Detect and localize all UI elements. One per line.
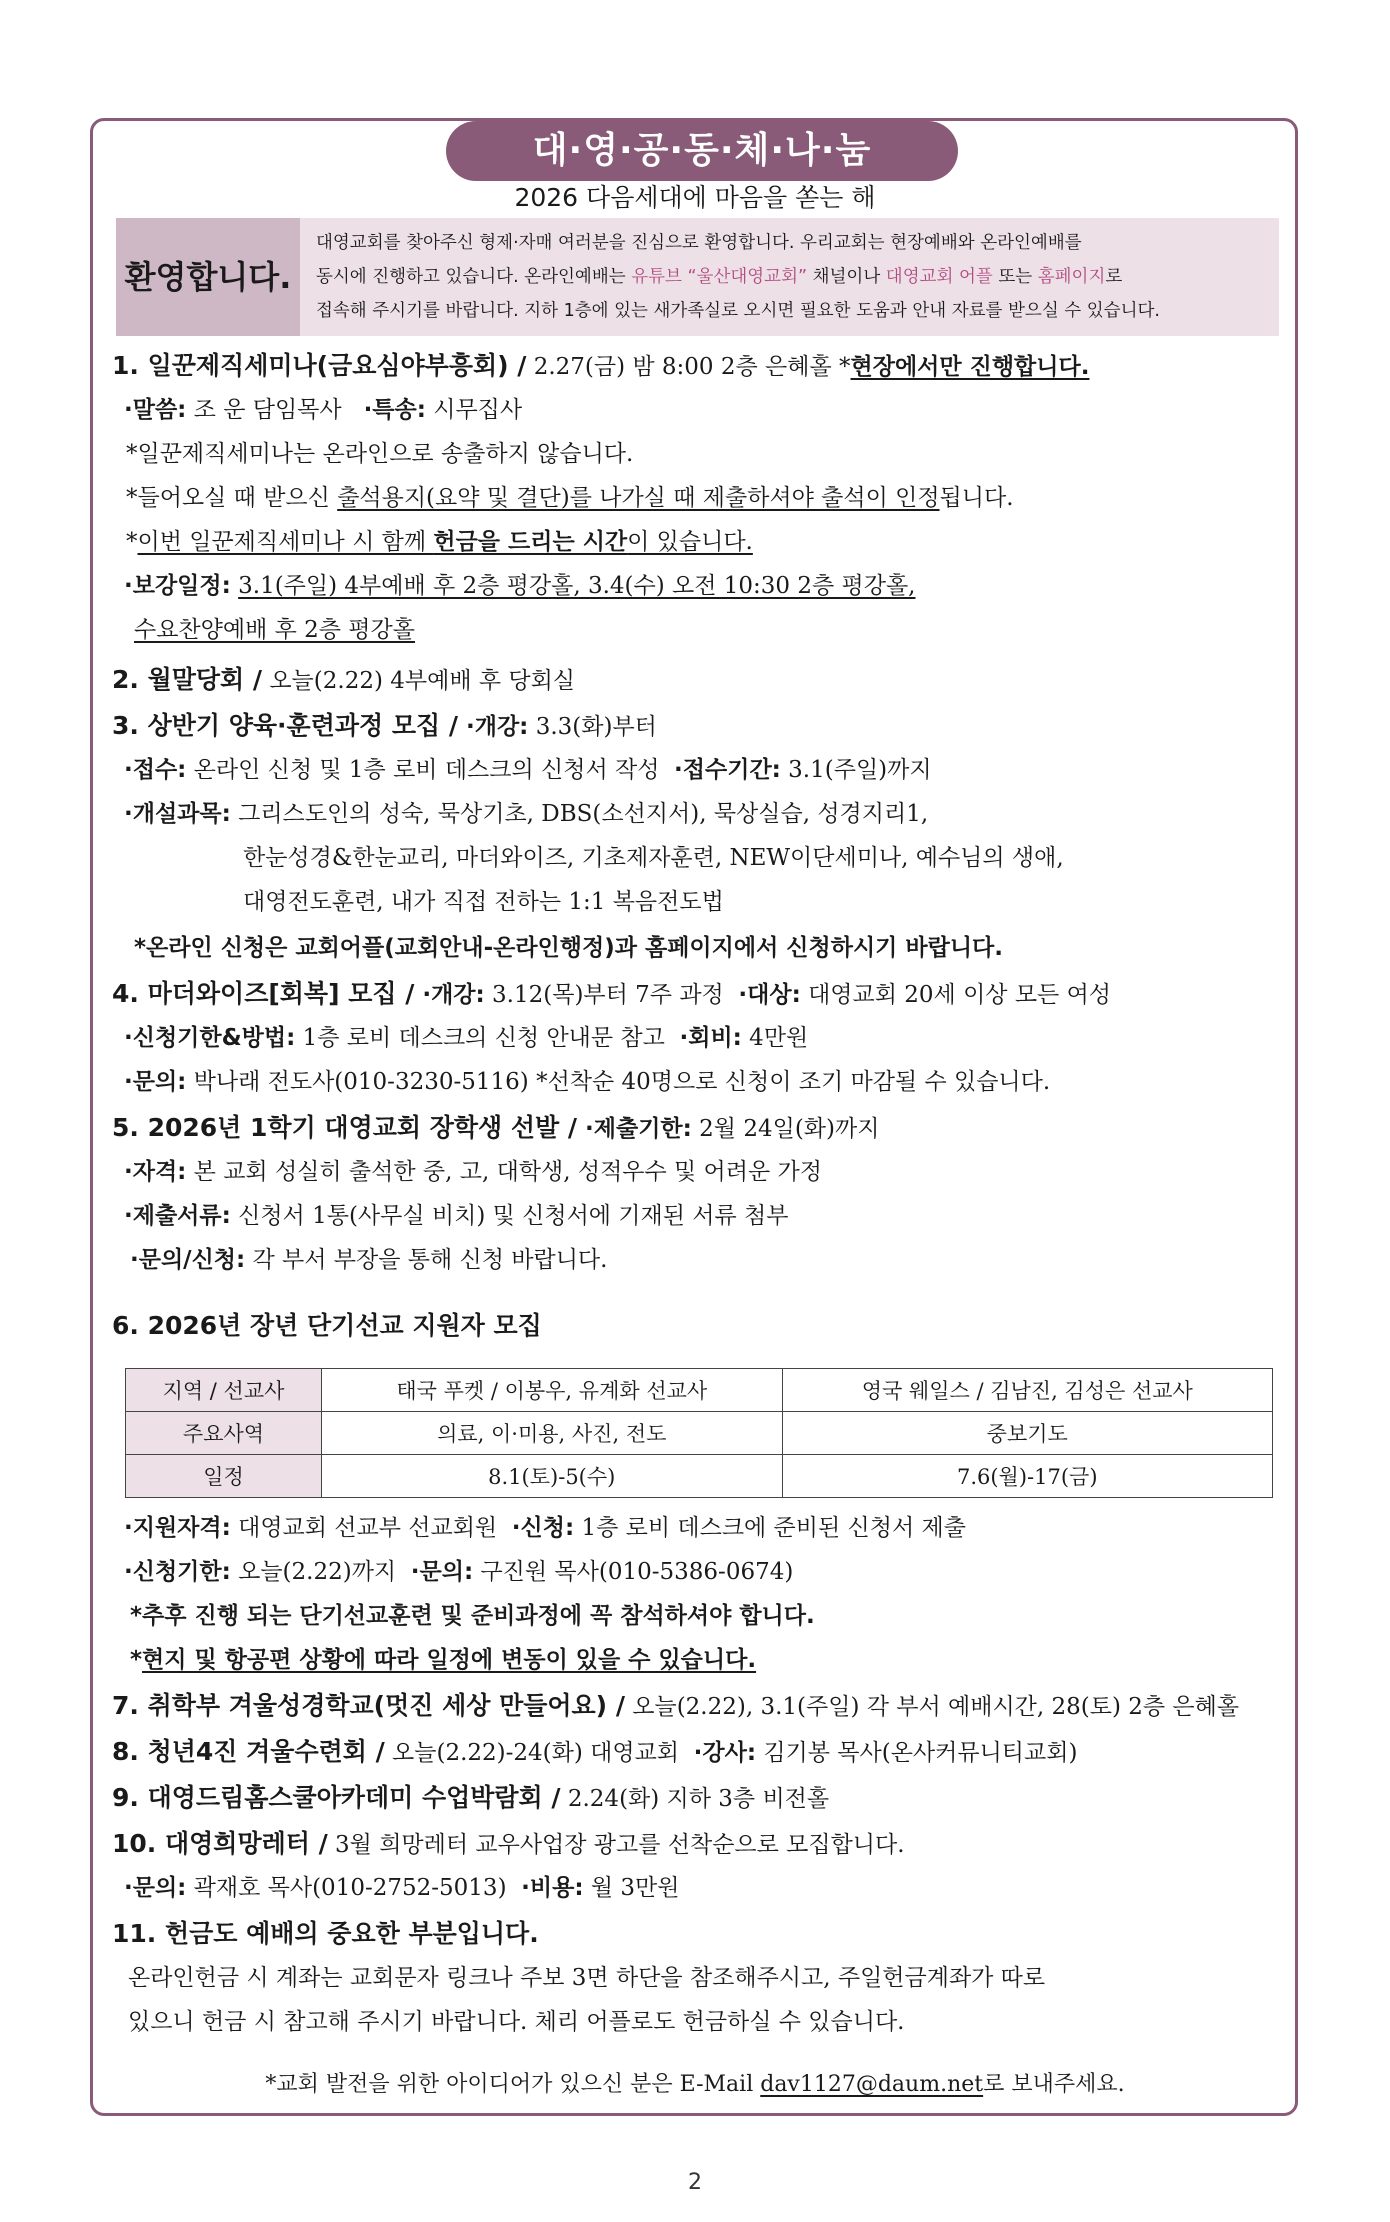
label: ·개설과목: xyxy=(124,801,231,827)
item-info: 3월 희망레터 교우사업장 광고를 선착순으로 모집합니다. xyxy=(327,1832,905,1858)
label: ·문의: xyxy=(124,1875,187,1901)
label: ·문의: xyxy=(124,1069,187,1095)
table-row xyxy=(126,1369,1273,1412)
value: 각 부서 부장을 통해 신청 바랍니다. xyxy=(245,1247,608,1273)
item-1-heading xyxy=(112,346,1089,387)
table-cell: 중보기도 xyxy=(782,1412,1272,1455)
page-title: 대·영·공·동·체·나·눔 xyxy=(446,121,958,181)
value: 3.12(목)부터 7주 과정 xyxy=(484,982,724,1008)
value: 1층 로비 데스크에 준비된 신청서 제출 xyxy=(574,1515,966,1541)
value: 3.3(화)부터 xyxy=(528,714,657,740)
label: ·지원자격: xyxy=(124,1515,231,1541)
value: 1층 로비 데스크의 신청 안내문 참고 xyxy=(295,1025,665,1051)
item-info-emphasis: 현장에서만 진행합니다. xyxy=(850,354,1090,380)
label: ·자격: xyxy=(124,1159,187,1185)
item-4-contact xyxy=(124,1062,1050,1102)
text: 동시에 진행하고 있습니다. 온라인예배는 xyxy=(316,267,632,287)
item-3-apply xyxy=(124,750,932,790)
page-subtitle: 2026 다음세대에 마음을 쏟는 해 xyxy=(514,183,876,212)
item-title: 4. 마더와이즈[회복] 모집 / xyxy=(112,979,415,1008)
label: ·접수기간: xyxy=(674,757,781,783)
label: ·보강일정: xyxy=(124,573,231,599)
text-underlined: 이번 일꾼제직세미나 시 함께 xyxy=(137,529,434,555)
item-6-note: *추후 진행 되는 단기선교훈련 및 준비과정에 꼭 참석하셔야 합니다. xyxy=(130,1603,815,1629)
value: 3.1(주일)까지 xyxy=(780,757,932,783)
item-5-ask xyxy=(130,1240,607,1280)
text-underlined: 이 있습니다. xyxy=(627,529,753,555)
item-7-heading xyxy=(112,1686,1239,1727)
value: 시무집사 xyxy=(425,397,523,423)
item-info: 오늘(2.22) 4부예배 후 당회실 xyxy=(262,668,576,694)
item-9-heading xyxy=(112,1778,829,1819)
text-underlined: 현지 및 항공편 상황에 따라 일정에 변동이 있을 수 있습니다. xyxy=(142,1647,757,1673)
label: ·제출서류: xyxy=(124,1203,231,1229)
label: ·개강: xyxy=(414,982,485,1008)
item-1-speaker xyxy=(124,390,522,430)
value: 신청서 1통(사무실 비치) 및 신청서에 기재된 서류 첨부 xyxy=(230,1203,789,1229)
table-cell: 영국 웨일스 / 김남진, 김성은 선교사 xyxy=(782,1369,1272,1412)
label: ·신청기한&방법: xyxy=(124,1025,296,1051)
item-5-qual xyxy=(124,1152,822,1192)
item-11-heading xyxy=(112,1914,539,1955)
welcome-title: 환영합니다. xyxy=(116,218,300,336)
value: 박나래 전도사(010-3230-5116) *선착순 40명으로 신청이 조기 마감될 수 있습니다. xyxy=(186,1069,1051,1095)
item-8-heading xyxy=(112,1732,1077,1773)
item-title: 5. 2026년 1학기 대영교회 장학생 선발 / xyxy=(112,1113,578,1142)
item-3-note: *온라인 신청은 교회어플(교회안내-온라인행정)과 홈페이지에서 신청하시기 바랍니다. xyxy=(134,935,1004,961)
text: 됩니다. xyxy=(939,485,1014,511)
value: 오늘(2.22)까지 xyxy=(230,1559,397,1585)
text: 채널이나 xyxy=(807,267,886,287)
label: ·문의: xyxy=(410,1559,474,1585)
item-info: 오늘(2.22), 3.1(주일) 각 부서 예배시간, 28(토) 2층 은혜홀 xyxy=(624,1694,1240,1720)
item-1-note: *일꾼제직세미나는 온라인으로 송출하지 않습니다. xyxy=(126,441,634,467)
item-1-makeup xyxy=(124,566,915,606)
text: *들어오실 때 받으신 xyxy=(126,485,338,511)
item-11-text: 있으니 헌금 시 참고해 주시기 바랍니다. 체리 어플로도 헌금하실 수 있습니다. xyxy=(128,2009,905,2035)
mission-table xyxy=(125,1368,1273,1498)
welcome-text xyxy=(316,226,1272,328)
app-link[interactable]: 대영교회 어플 xyxy=(885,267,993,287)
value: 온라인 신청 및 1층 로비 데스크의 신청서 작성 xyxy=(186,757,660,783)
page-number: 2 xyxy=(688,2170,702,2195)
item-2-heading xyxy=(112,660,575,701)
label: ·문의/신청: xyxy=(130,1247,246,1273)
table-header-cell: 지역 / 선교사 xyxy=(126,1369,322,1412)
item-4-heading xyxy=(112,974,1111,1015)
table-row xyxy=(126,1412,1273,1455)
item-6-qual xyxy=(124,1508,966,1548)
text: 또는 xyxy=(992,267,1038,287)
value: 2월 24일(화)까지 xyxy=(691,1116,880,1142)
value: 곽재호 목사(010-2752-5013) xyxy=(186,1875,507,1901)
item-10-heading xyxy=(112,1824,905,1865)
item-5-docs xyxy=(124,1196,788,1236)
item-6-heading xyxy=(112,1306,542,1347)
text-underlined: 출석용지(요약 및 결단)를 나가실 때 제출하셔야 출석이 인정 xyxy=(337,485,940,511)
welcome-line: 접속해 주시기를 바랍니다. 지하 1층에 있는 새가족실로 오시면 필요한 도움과 안내 자료를 받으실 수 있습니다. xyxy=(316,301,1160,321)
label: ·개강: xyxy=(458,714,529,740)
label: ·비용: xyxy=(521,1875,584,1901)
welcome-box xyxy=(116,218,1279,336)
youtube-link[interactable]: 유튜브 “울산대영교회” xyxy=(631,267,808,287)
item-title: 11. 헌금도 예배의 중요한 부분입니다. xyxy=(112,1919,539,1948)
value: 그리스도인의 성숙, 묵상기초, DBS(소선지서), 묵상실습, 성경지리1, xyxy=(230,801,929,827)
text: * xyxy=(126,529,138,555)
item-title: 7. 취학부 겨울성경학교(멋진 세상 만들어요) / xyxy=(112,1691,625,1720)
item-title: 6. 2026년 장년 단기선교 지원자 모집 xyxy=(112,1311,542,1340)
value: 4만원 xyxy=(741,1025,809,1051)
value: 월 3만원 xyxy=(583,1875,680,1901)
table-header-cell: 주요사역 xyxy=(126,1412,322,1455)
table-cell: 태국 푸켓 / 이봉우, 유계화 선교사 xyxy=(322,1369,783,1412)
label: ·신청기한: xyxy=(124,1559,231,1585)
item-1-note xyxy=(126,522,753,562)
value: 대영교회 선교부 선교회원 xyxy=(230,1515,498,1541)
table-cell: 8.1(토)-5(수) xyxy=(322,1455,783,1498)
table-header-cell: 일정 xyxy=(126,1455,322,1498)
item-title: 8. 청년4진 겨울수련회 / xyxy=(112,1737,385,1766)
value: 본 교회 성실히 출석한 중, 고, 대학생, 성적우수 및 어려운 가정 xyxy=(186,1159,822,1185)
label: ·대상: xyxy=(738,982,801,1008)
item-3-heading xyxy=(112,706,657,747)
item-info: 2.27(금) 밤 8:00 2층 은혜홀 * xyxy=(526,354,851,380)
label: ·특송: xyxy=(363,397,426,423)
item-3-courses xyxy=(124,794,928,834)
value: 3.1(주일) 4부예배 후 2층 평강홀, 3.4(수) 오전 10:30 2층 평강홀, xyxy=(238,573,916,599)
item-title: 2. 월말당회 / xyxy=(112,665,263,694)
homepage-link[interactable]: 홈페이지 xyxy=(1037,267,1106,287)
item-11-text: 온라인헌금 시 계좌는 교회문자 링크나 주보 3면 하단을 참조해주시고, 주일헌금계좌가 따로 xyxy=(128,1965,1046,1991)
item-4-how xyxy=(124,1018,808,1058)
footer-note xyxy=(0,2068,1390,2102)
value: 김기봉 목사(온사커뮤니티교회) xyxy=(756,1740,1078,1766)
text: 로 보내주세요. xyxy=(983,2072,1125,2097)
item-6-note xyxy=(130,1640,756,1680)
email-link[interactable]: dav1127@daum.net xyxy=(760,2072,984,2097)
item-info: 2.24(화) 지하 3층 비전홀 xyxy=(560,1786,830,1812)
label: ·강사: xyxy=(693,1740,757,1766)
item-title: 1. 일꾼제직세미나(금요심야부흥회) / xyxy=(112,351,527,380)
item-3-courses: 대영전도훈련, 내가 직접 전하는 1:1 복음전도법 xyxy=(243,889,724,915)
label: ·제출기한: xyxy=(577,1116,692,1142)
text: * xyxy=(130,1647,143,1673)
label: ·말씀: xyxy=(124,397,187,423)
text-underlined-bold: 헌금을 드리는 시간 xyxy=(433,529,628,555)
table-cell: 7.6(월)-17(금) xyxy=(782,1455,1272,1498)
item-title: 3. 상반기 양육·훈련과정 모집 / xyxy=(112,711,458,740)
item-title: 9. 대영드림홈스쿨아카데미 수업박람회 / xyxy=(112,1783,561,1812)
welcome-line: 대영교회를 찾아주신 형제·자매 여러분을 진심으로 환영합니다. 우리교회는 현장예배와 온라인예배를 xyxy=(316,233,1082,253)
item-1-note xyxy=(126,478,1014,518)
label: ·회비: xyxy=(679,1025,742,1051)
item-1-makeup xyxy=(134,610,415,650)
item-6-due xyxy=(124,1552,793,1592)
table-row xyxy=(126,1455,1273,1498)
table-cell: 의료, 이·미용, 사진, 전도 xyxy=(322,1412,783,1455)
label: ·접수: xyxy=(124,757,187,783)
text: *교회 발전을 위한 아이디어가 있으신 분은 E-Mail xyxy=(265,2072,761,2097)
value: 수요찬양예배 후 2층 평강홀 xyxy=(134,617,415,643)
item-title: 10. 대영희망레터 / xyxy=(112,1829,328,1858)
text: 로 xyxy=(1105,267,1123,287)
value: 조 운 담임목사 xyxy=(186,397,342,423)
item-3-courses: 한눈성경&한눈교리, 마더와이즈, 기초제자훈련, NEW이단세미나, 예수님의 생애, xyxy=(243,845,1064,871)
item-10-contact xyxy=(124,1868,679,1908)
value: 구진원 목사(010-5386-0674) xyxy=(473,1559,794,1585)
value: 대영교회 20세 이상 모든 여성 xyxy=(800,982,1112,1008)
item-5-heading xyxy=(112,1108,879,1149)
item-info: 오늘(2.22)-24(화) 대영교회 xyxy=(384,1740,680,1766)
welcome-line xyxy=(316,260,1272,294)
label: ·신청: xyxy=(511,1515,575,1541)
